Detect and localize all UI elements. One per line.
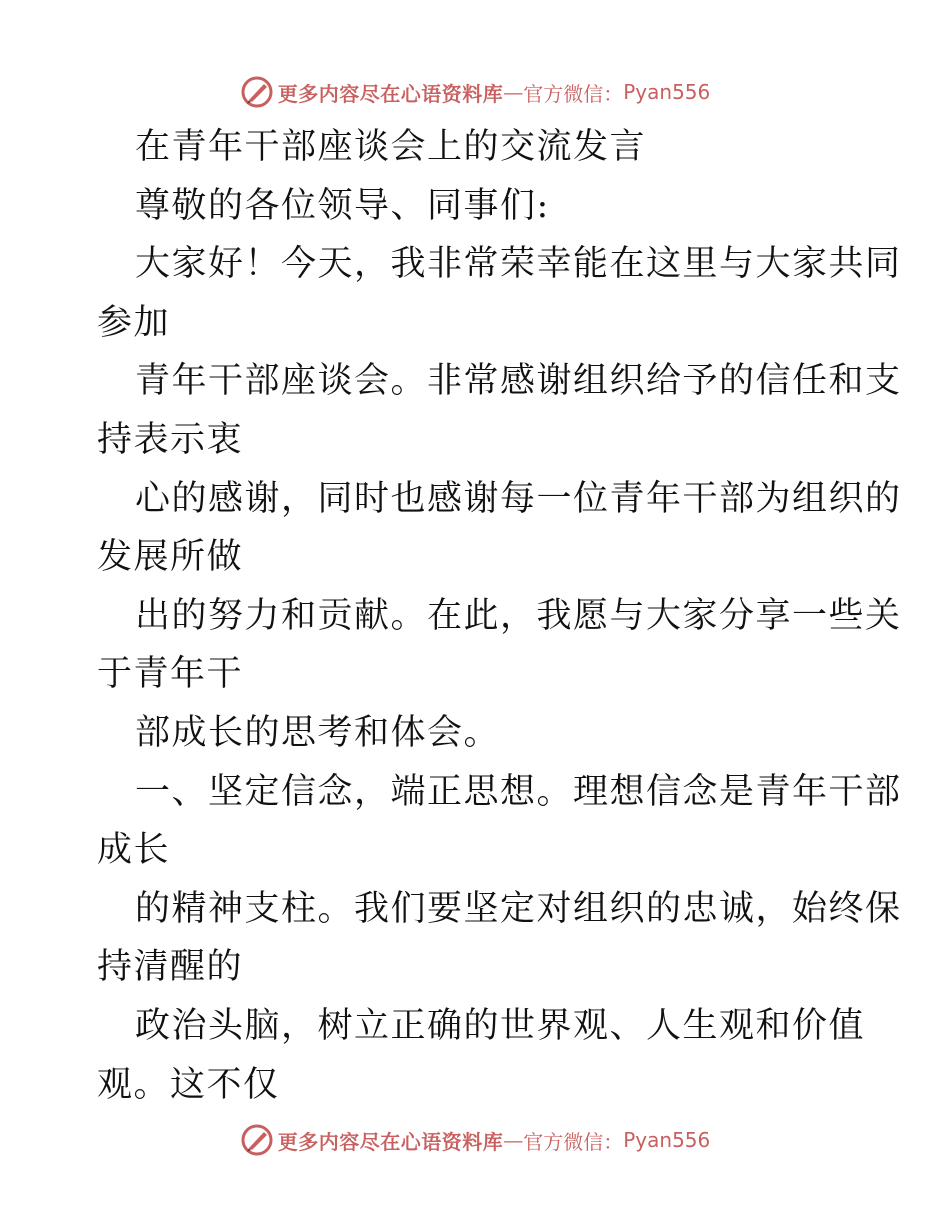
footer-wechat-label: 官方微信：	[523, 1129, 624, 1154]
paragraph-line: 持清醒的	[97, 947, 244, 988]
header-banner	[0, 72, 950, 112]
footer-wechat-id: Pyan556	[623, 1128, 711, 1152]
quill-logo-icon	[240, 75, 274, 109]
paragraph-line: 成长	[97, 830, 171, 871]
salutation: 尊敬的各位领导、同事们:	[135, 185, 550, 226]
paragraph-line: 心的感谢，同时也感谢每一位青年干部为组织的	[135, 478, 902, 519]
footer-banner	[0, 1120, 950, 1160]
paragraph-line: 于青年干	[97, 654, 244, 695]
paragraph-line: 持表示衷	[97, 419, 244, 460]
paragraph-line: 大家好！今天，我非常荣幸能在这里与大家共同	[135, 244, 902, 285]
paragraph-line: 的精神支柱。我们要坚定对组织的忠诚，始终保	[135, 888, 902, 929]
header-site-text: 更多内容尽在心语资料库	[277, 81, 504, 106]
footer-site-text: 更多内容尽在心语资料库	[277, 1129, 504, 1154]
document-body	[0, 118, 950, 1114]
paragraph-line: 部成长的思考和体会。	[135, 712, 501, 753]
header-wechat-label: 官方微信：	[523, 81, 624, 106]
doc-title: 在青年干部座谈会上的交流发言	[135, 127, 647, 167]
paragraph-line: 青年干部座谈会。非常感谢组织给予的信任和支	[135, 361, 902, 402]
section-heading-line: 一、坚定信念，端正思想。理想信念是青年干部	[135, 771, 902, 812]
paragraph-line: 政治头脑，树立正确的世界观、人生观和价值	[135, 1005, 866, 1046]
quill-logo-icon	[240, 1123, 274, 1157]
footer-dash: —	[503, 1128, 524, 1152]
paragraph-line: 出的努力和贡献。在此，我愿与大家分享一些关	[135, 595, 902, 636]
header-wechat-id: Pyan556	[623, 80, 711, 104]
paragraph-line: 发展所做	[97, 537, 244, 578]
paragraph-line: 观。这不仅	[97, 1064, 280, 1105]
paragraph-line: 参加	[97, 302, 171, 343]
header-dash: —	[503, 80, 524, 104]
